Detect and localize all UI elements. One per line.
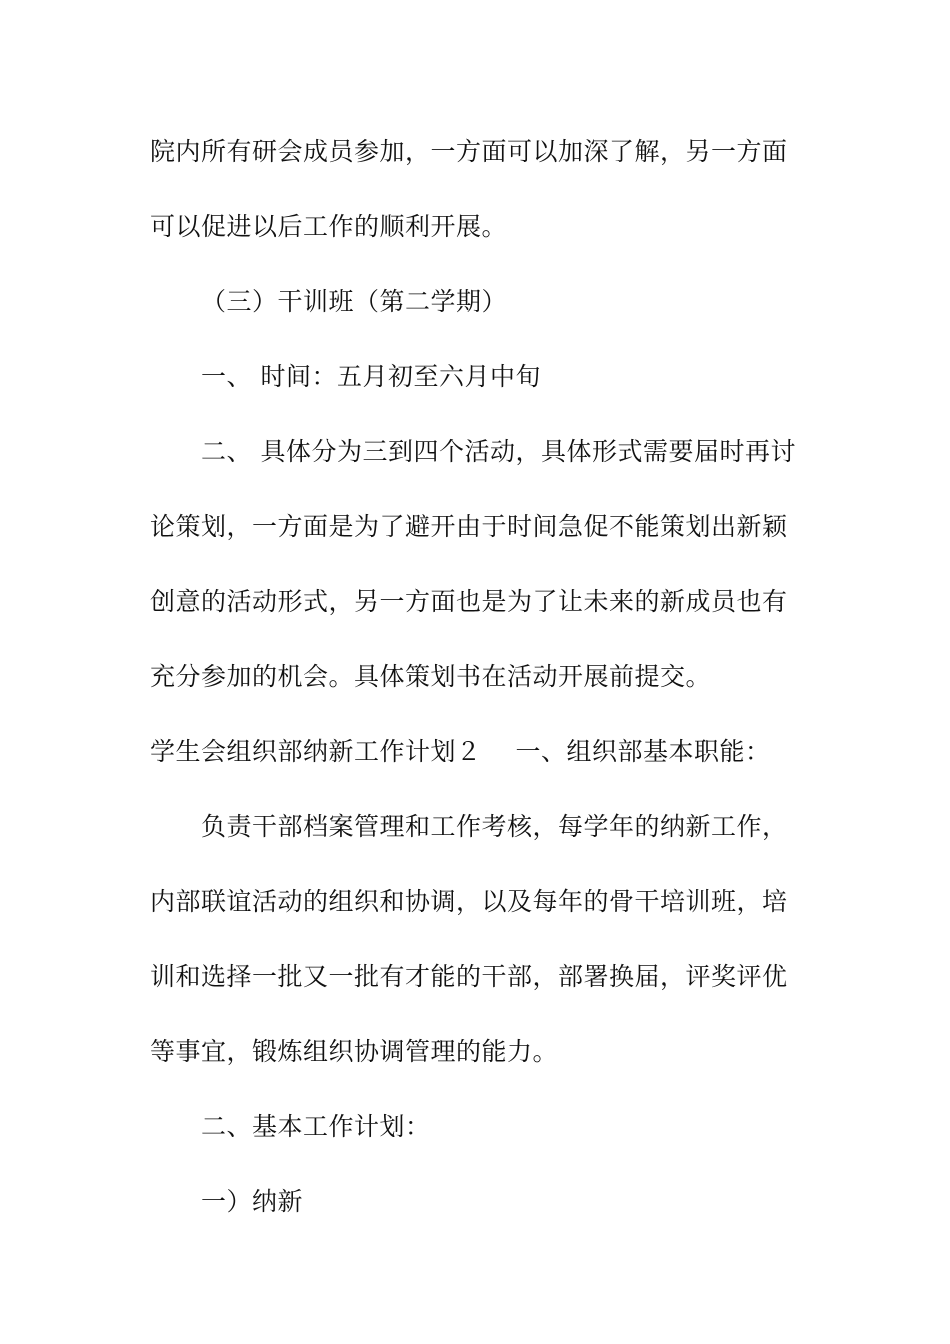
paragraph-line: 负责干部档案管理和工作考核，每学年的纳新工作，: [201, 812, 788, 841]
paragraph-line: 等事宜，锻炼组织协调管理的能力。: [150, 1037, 559, 1066]
section-heading: 二、基本工作计划：: [201, 1112, 431, 1141]
paragraph-line: 可以促进以后工作的顺利开展。: [150, 212, 508, 241]
paragraph-line: 训和选择一批又一批有才能的干部，部署换届，评奖评优: [150, 962, 788, 991]
paragraph-line: 充分参加的机会。具体策划书在活动开展前提交。: [150, 662, 712, 691]
section-heading: （三）干训班（第二学期）: [201, 287, 508, 316]
list-item: 二、 具体分为三到四个活动，具体形式需要届时再讨: [201, 437, 796, 466]
section-heading: 一、组织部基本职能：: [515, 737, 771, 766]
paragraph-line: 内部联谊活动的组织和协调，以及每年的骨干培训班，培: [150, 887, 788, 916]
paragraph-line: 创意的活动形式，另一方面也是为了让未来的新成员也有: [150, 587, 788, 616]
title-line: [150, 737, 771, 767]
paragraph-line: 院内所有研会成员参加，一方面可以加深了解，另一方面: [150, 137, 788, 166]
list-item: 一、 时间：五月初至六月中旬: [201, 362, 541, 391]
document-title: 学生会组织部纳新工作计划２: [150, 737, 482, 766]
subsection-heading: 一）纳新: [201, 1187, 304, 1216]
paragraph-line: 论策划，一方面是为了避开由于时间急促不能策划出新颖: [150, 512, 788, 541]
